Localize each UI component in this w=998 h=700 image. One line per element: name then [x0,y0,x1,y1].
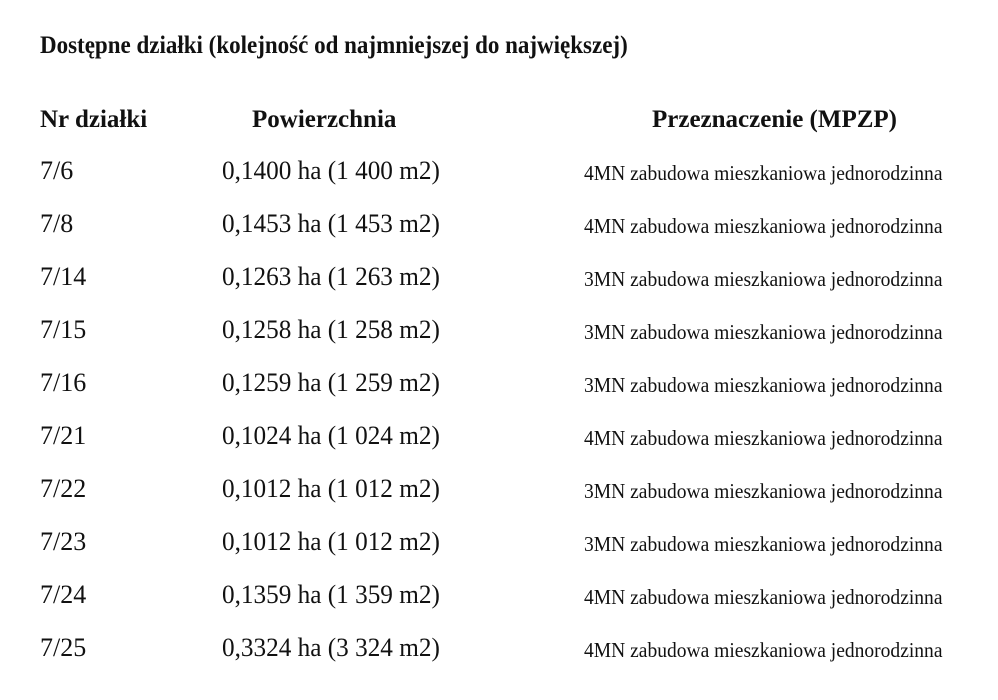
plot-number-cell: 7/14 [40,262,87,291]
column-header-plot-number: Nr działki [40,106,148,133]
plot-number-cell: 7/23 [40,527,87,556]
table-header [0,102,998,138]
table-row [0,577,998,630]
plot-number-cell: 7/16 [40,368,87,397]
plot-number-cell: 7/25 [40,633,87,662]
table-row [0,206,998,259]
table-row [0,365,998,418]
purpose-cell: 3MN zabudowa mieszkaniowa jednorodzinna [584,532,943,556]
purpose-cell: 3MN zabudowa mieszkaniowa jednorodzinna [584,320,943,344]
column-header-purpose: Przeznaczenie (MPZP) [652,106,898,133]
purpose-cell: 4MN zabudowa mieszkaniowa jednorodzinna [584,638,943,662]
table-row [0,259,998,312]
purpose-cell: 3MN zabudowa mieszkaniowa jednorodzinna [584,479,943,503]
area-cell: 0,1359 ha (1 359 m2) [222,580,440,609]
area-cell: 0,1012 ha (1 012 m2) [222,527,440,556]
purpose-cell: 4MN zabudowa mieszkaniowa jednorodzinna [584,161,943,185]
area-cell: 0,1024 ha (1 024 m2) [222,421,440,450]
purpose-cell: 4MN zabudowa mieszkaniowa jednorodzinna [584,426,943,450]
area-cell: 0,1453 ha (1 453 m2) [222,209,440,238]
table-row [0,630,998,683]
purpose-cell: 4MN zabudowa mieszkaniowa jednorodzinna [584,585,943,609]
table-row [0,524,998,577]
plot-number-cell: 7/6 [40,156,74,185]
area-cell: 0,1012 ha (1 012 m2) [222,474,440,503]
plot-number-cell: 7/15 [40,315,87,344]
purpose-cell: 3MN zabudowa mieszkaniowa jednorodzinna [584,267,943,291]
table-row [0,153,998,206]
plot-number-cell: 7/21 [40,421,87,450]
purpose-cell: 3MN zabudowa mieszkaniowa jednorodzinna [584,373,943,397]
table-body [0,153,998,683]
area-cell: 0,1263 ha (1 263 m2) [222,262,440,291]
plot-number-cell: 7/8 [40,209,74,238]
table-row [0,312,998,365]
area-cell: 0,1400 ha (1 400 m2) [222,156,440,185]
area-cell: 0,1259 ha (1 259 m2) [222,368,440,397]
purpose-cell: 4MN zabudowa mieszkaniowa jednorodzinna [584,214,943,238]
area-cell: 0,3324 ha (3 324 m2) [222,633,440,662]
area-cell: 0,1258 ha (1 258 m2) [222,315,440,344]
column-header-area: Powierzchnia [252,106,397,133]
page-title: Dostępne działki (kolejność od najmniejszej do największej) [40,32,628,59]
plot-number-cell: 7/24 [40,580,87,609]
table-row [0,471,998,524]
table-row [0,418,998,471]
plot-number-cell: 7/22 [40,474,87,503]
